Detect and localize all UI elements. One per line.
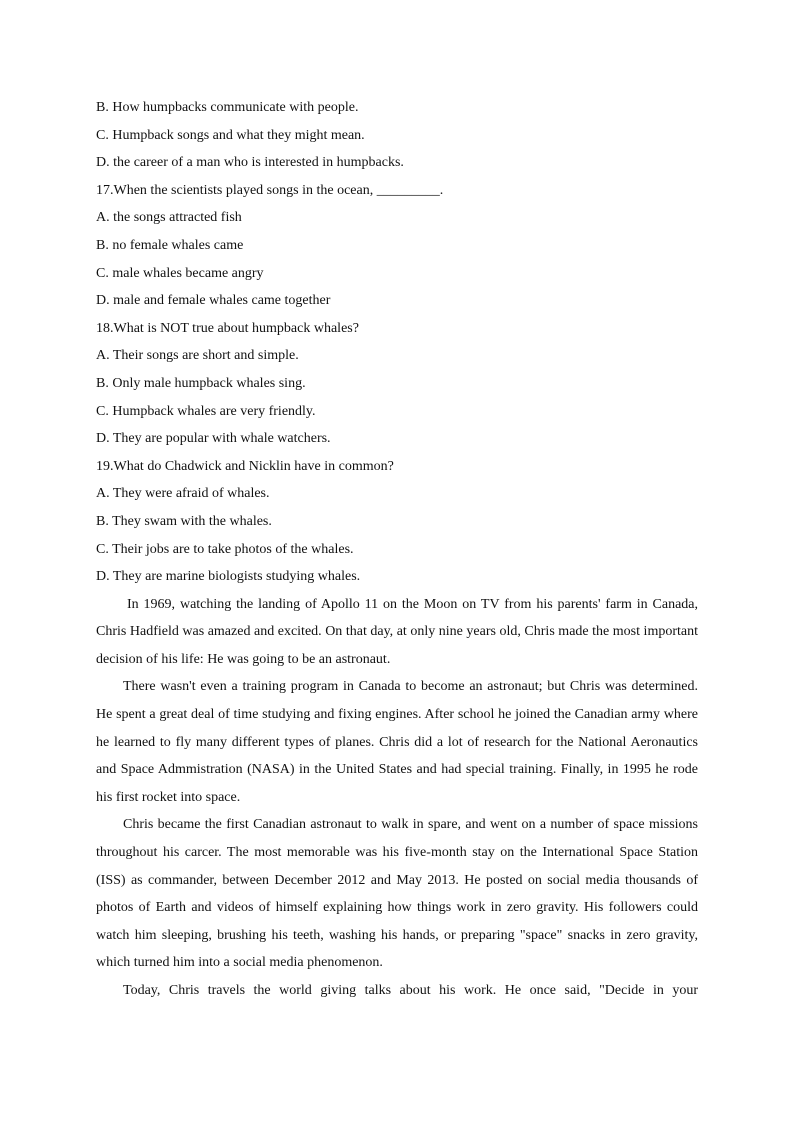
document-page xyxy=(96,94,698,1005)
option-d: D. They are popular with whale watchers. xyxy=(96,431,331,447)
question-text: 18.What is NOT true about humpback whales? xyxy=(96,320,359,336)
passage-paragraph-1: In 1969, watching the landing of Apollo 11 on the Moon on TV from his parents' farm in Canada, Chris Hadfield was amazed and excited. On that day, at only nine years old, Chris made the most important decision of his life: He was going to be an astronaut. xyxy=(96,596,698,667)
question-19 xyxy=(96,453,698,591)
question-16-options xyxy=(96,94,698,177)
option-b: B. no female whales came xyxy=(96,237,244,253)
option-a: A. They were afraid of whales. xyxy=(96,486,270,502)
option-c: C. male whales became angry xyxy=(96,265,264,281)
option-a: A. the songs attracted fish xyxy=(96,210,242,226)
reading-passage xyxy=(96,591,698,1005)
option-b: B. How humpbacks communicate with people. xyxy=(96,100,359,115)
question-18 xyxy=(96,315,698,453)
option-d: D. male and female whales came together xyxy=(96,293,331,309)
passage-paragraph-3: Chris became the first Canadian astronaut to walk in spare, and went on a number of space missions throughout his carcer. The most memorable was his five-month stay on the International Space Station (ISS) as commander, between December 2012 and May 2013. He posted on social media thousands of photos of Earth and videos of himself explaining how things work in zero gravity. His followers could watch him sleeping, brushing his teeth, washing his hands, or preparing "space" snacks in zero gravity, which turned him into a social media phenomenon. xyxy=(96,817,698,971)
option-a: A. Their songs are short and simple. xyxy=(96,348,299,364)
option-b: B. Only male humpback whales sing. xyxy=(96,375,306,391)
question-text: 17.When the scientists played songs in the ocean, _________. xyxy=(96,182,444,198)
option-d: D. They are marine biologists studying whales. xyxy=(96,569,361,585)
option-c: C. Humpback whales are very friendly. xyxy=(96,403,316,419)
option-c: C. Humpback songs and what they might mean. xyxy=(96,127,365,143)
question-17 xyxy=(96,177,698,315)
option-d: D. the career of a man who is interested in humpbacks. xyxy=(96,155,404,171)
option-c: C. Their jobs are to take photos of the whales. xyxy=(96,541,354,557)
passage-paragraph-2: There wasn't even a training program in Canada to become an astronaut; but Chris was determined. He spent a great deal of time studying and fixing engines. After school he joined the Canadian army where he learned to fly many different types of planes. Chris did a lot of research for the National Aeronautics and Space Admmistration (NASA) in the United States and had special training. Finally, in 1995 he rode his first rocket into space. xyxy=(96,679,698,805)
passage-paragraph-4: Today, Chris travels the world giving talks about his work. He once said, "Decide in your xyxy=(123,983,698,998)
option-b: B. They swam with the whales. xyxy=(96,513,272,529)
question-text: 19.What do Chadwick and Nicklin have in common? xyxy=(96,458,394,474)
